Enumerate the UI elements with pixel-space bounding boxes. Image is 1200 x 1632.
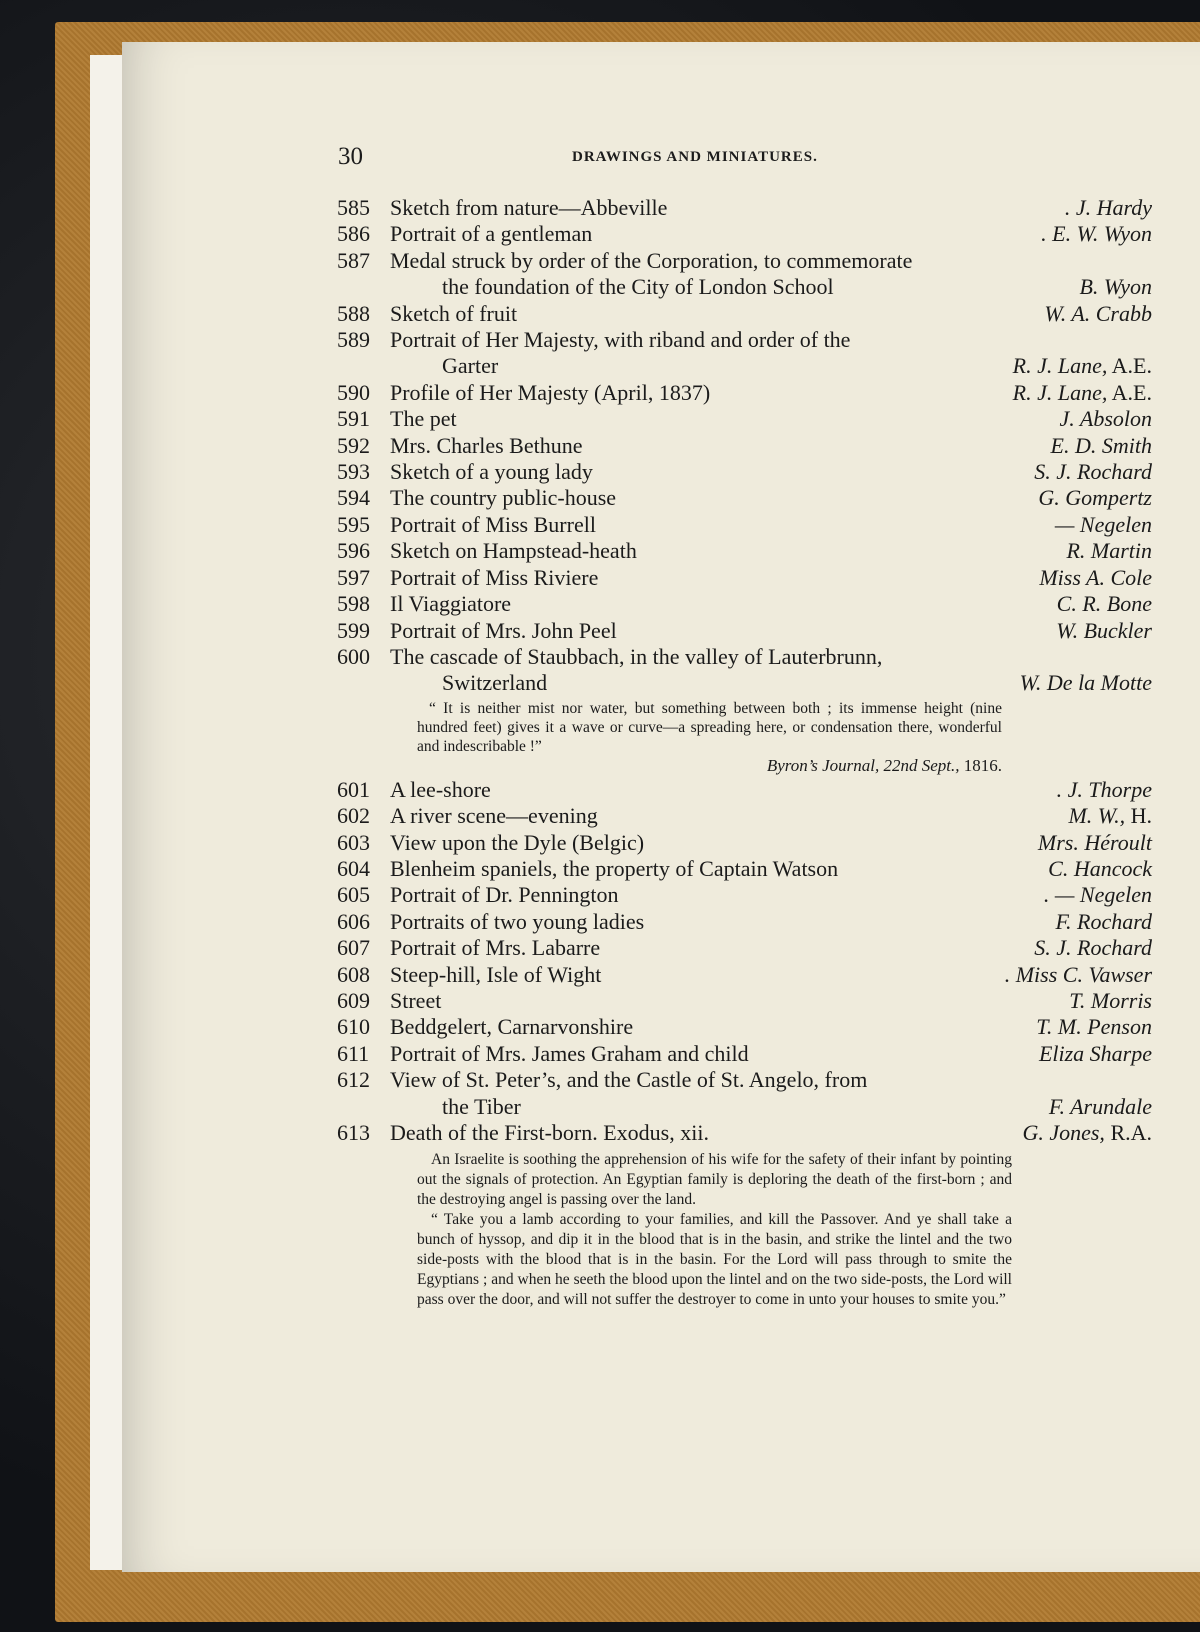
entry-number: 598: [337, 591, 370, 617]
catalogue-entry: [217, 221, 1152, 247]
entry-title: Steep-hill, Isle of Wight: [390, 961, 602, 987]
entry-title-line: [217, 485, 1152, 511]
entry-title-line: [217, 1120, 1152, 1146]
catalogue-entry: [217, 1014, 1152, 1040]
entry-artist: [1059, 195, 1152, 221]
entry-number: 589: [337, 327, 370, 353]
entry-title: Switzerland: [442, 670, 548, 696]
entry-title: Death of the First-born. Exodus, xii.: [390, 1120, 709, 1145]
entry-title-line: [217, 538, 1152, 564]
entry-artist: [1035, 221, 1152, 247]
entry-title: Portraits of two young ladies: [390, 908, 645, 934]
entry-artist: [1032, 830, 1152, 856]
catalogue-entry: [217, 1041, 1152, 1067]
entry-title-line: [217, 248, 1152, 274]
entry-artist: [1038, 301, 1152, 327]
entry-artist: [1016, 1120, 1152, 1146]
entry-number: 610: [337, 1014, 370, 1040]
entry-artist: [1060, 538, 1152, 564]
entry-title: Garter: [442, 353, 499, 379]
catalogue-entry: [217, 512, 1152, 538]
entry-title-line: [217, 406, 1152, 432]
entry-title: Blenheim spaniels, the property of Captain Watson: [390, 855, 839, 881]
entry-title-line: [217, 618, 1152, 644]
entry-number: 609: [337, 987, 370, 1013]
entry-number: 612: [337, 1067, 370, 1093]
entry-artist: [1073, 274, 1152, 300]
entry-number: 594: [337, 485, 370, 511]
artist-name: G. Jones,: [1022, 1120, 1105, 1145]
entry-title: The pet: [390, 406, 457, 432]
artist-name: W. De la Motte: [1019, 670, 1152, 696]
entry-artist: [1030, 1014, 1152, 1040]
entry-title: View of St. Peter’s, and the Castle of St. Angelo, from: [390, 1067, 868, 1093]
entry-title: The cascade of Staubbach, in the valley of Lauterbrunn,: [390, 643, 883, 669]
entry-title: Portrait of Miss Riviere: [390, 564, 599, 590]
catalogue-entry: [217, 195, 1152, 221]
entry-title-line: [217, 909, 1152, 935]
artist-name: F. Arundale: [1048, 1093, 1152, 1119]
entry-title-continuation: [217, 1094, 1152, 1120]
entry-number: 600: [337, 643, 370, 669]
entry-number: 586: [337, 221, 370, 247]
artist-name: Miss A. Cole: [1039, 564, 1152, 590]
entry-number: 588: [337, 300, 370, 326]
entry-artist: [1033, 1041, 1152, 1067]
entry-title-line: [217, 301, 1152, 327]
artist-name: R. J. Lane,: [1012, 379, 1108, 405]
entry-artist: [1049, 512, 1152, 538]
entry-artist: [1033, 565, 1152, 591]
running-head: DRAWINGS AND MINIATURES.: [572, 149, 818, 165]
catalogue-entry: [217, 459, 1152, 485]
catalogue-entry: [217, 935, 1152, 961]
artist-name: G. Gompertz: [1038, 485, 1152, 511]
entry-number: 607: [337, 935, 370, 961]
entry-title: Medal struck by order of the Corporation, to commemorate: [390, 247, 913, 273]
artist-suffix: R.A.: [1104, 1120, 1152, 1145]
entry-number: 595: [337, 511, 370, 537]
entry-title: A lee-shore: [390, 776, 491, 802]
catalogue-entry: [217, 301, 1152, 327]
catalogue-entry: [217, 1067, 1152, 1120]
citation-year: 1816.: [959, 755, 1002, 775]
catalogue-entry: [217, 962, 1152, 988]
entry-artist: [1038, 882, 1152, 908]
catalogue-entry: [217, 1120, 1152, 1146]
catalogue-entry: [217, 327, 1152, 380]
entry-title-line: [217, 882, 1152, 908]
entry-title-line: [217, 988, 1152, 1014]
quote-citation: [417, 756, 1002, 775]
catalogue-entry: [217, 380, 1152, 406]
entry-artist: [1032, 485, 1152, 511]
entry-artist: [1049, 909, 1152, 935]
entry-title-line: [217, 644, 1152, 670]
entry-title: Sketch of a young lady: [390, 459, 593, 485]
artist-name: R. Martin: [1066, 538, 1152, 564]
artist-name: . J. Hardy: [1064, 195, 1152, 220]
artist-name: C. R. Bone: [1056, 591, 1152, 617]
quote-600: [217, 699, 1152, 775]
entry-title-line: [217, 433, 1152, 459]
quote-text: “ It is neither mist nor water, but something between both ; its immense height (nine hundred feet) gives it a wave or curve—a spreading here, or condensation there, wonderful and indescribable !”: [417, 699, 1002, 755]
note-613: [217, 1150, 1152, 1310]
entry-title: Portrait of Miss Burrell: [390, 511, 596, 537]
entry-title-continuation: [217, 670, 1152, 696]
entry-title-line: [217, 1014, 1152, 1040]
catalogue-entry: [217, 538, 1152, 564]
entry-title: Portrait of Mrs. Labarre: [390, 935, 601, 961]
entry-artist: [1051, 591, 1152, 617]
artist-name: . J. Thorpe: [1056, 776, 1152, 802]
entry-title-line: [217, 803, 1152, 829]
entry-title-line: [217, 195, 1152, 221]
artist-name: . Miss C. Vawser: [1004, 961, 1152, 987]
entry-number: 603: [337, 829, 370, 855]
entry-title-line: [217, 962, 1152, 988]
entry-title: Sketch from nature—Abbeville: [390, 195, 668, 220]
artist-name: M. W.,: [1068, 803, 1126, 829]
catalogue-entry: [217, 803, 1152, 829]
entry-number: 604: [337, 855, 370, 881]
artist-name: S. J. Rochard: [1034, 935, 1152, 961]
entry-number: 613: [337, 1120, 370, 1145]
entry-artist: [1028, 935, 1152, 961]
entry-title: Portrait of Mrs. James Graham and child: [390, 1040, 749, 1066]
entry-title-line: [217, 935, 1152, 961]
artist-name: T. Morris: [1069, 987, 1152, 1013]
entry-title-continuation: [217, 274, 1152, 300]
entry-number: 592: [337, 432, 370, 458]
entry-number: 608: [337, 961, 370, 987]
catalogue-entries-601-613: [217, 777, 1152, 1147]
artist-suffix: A.E.: [1107, 379, 1152, 405]
entry-title: The country public-house: [390, 485, 617, 511]
entry-number: 602: [337, 803, 370, 829]
entry-title-line: [217, 565, 1152, 591]
catalogue-entry: [217, 830, 1152, 856]
citation-title: Byron’s Journal, 22nd Sept.,: [766, 755, 960, 775]
entry-title: Portrait of Mrs. John Peel: [390, 617, 617, 643]
artist-name: F. Rochard: [1055, 908, 1152, 934]
entry-artist: [1007, 380, 1152, 406]
entry-number: 585: [337, 195, 370, 220]
catalogue-entry: [217, 618, 1152, 644]
catalogue-entry: [217, 591, 1152, 617]
entry-title: Portrait of Her Majesty, with riband and order of the: [390, 327, 851, 353]
catalogue-entry: [217, 856, 1152, 882]
entry-number: 597: [337, 564, 370, 590]
entry-number: 596: [337, 538, 370, 564]
catalogue-entries-585-600: [217, 195, 1152, 697]
entry-title: Mrs. Charles Bethune: [390, 432, 583, 458]
entry-number: 611: [337, 1040, 370, 1066]
entry-artist: [1063, 988, 1152, 1014]
entry-artist: [1051, 777, 1152, 803]
entry-artist: [1007, 353, 1152, 379]
artist-suffix: H.: [1125, 803, 1152, 829]
entry-artist: [1014, 670, 1152, 696]
artist-name: Eliza Sharpe: [1038, 1040, 1152, 1066]
entry-title: Portrait of Dr. Pennington: [390, 882, 619, 908]
artist-name: C. Hancock: [1048, 855, 1152, 881]
entry-title-line: [217, 512, 1152, 538]
artist-name: E. D. Smith: [1050, 432, 1152, 458]
catalogue-entry: [217, 988, 1152, 1014]
entry-artist: [1062, 803, 1152, 829]
artist-name: B. Wyon: [1079, 274, 1152, 300]
artist-name: Mrs. Héroult: [1037, 829, 1152, 855]
entry-title-line: [217, 221, 1152, 247]
artist-name: R. J. Lane,: [1012, 353, 1108, 379]
catalogue-entry: [217, 248, 1152, 301]
entry-title-line: [217, 459, 1152, 485]
entry-title: Sketch of fruit: [390, 300, 518, 326]
note-paragraph-2: “ Take you a lamb according to your families, and kill the Passover. And ye shall take a bunch of hyssop, and dip it in the blood that is in the basin, and strike the lintel and the two side-posts with the blood that is in the basin. For the Lord will pass through to smite the Egyptians ; and when he seeth the blood upon the lintel and on the two side-posts, the Lord will pass over the door, and will not suffer the destroyer to come in unto your houses to smite you.”: [417, 1211, 1012, 1309]
entry-number: 605: [337, 882, 370, 908]
note-paragraph-1: An Israelite is soothing the apprehension of his wife for the safety of their infant by pointing out the signals of protection. An Egyptian family is deploring the death of the first-born ; and the destroying angel is passing over the land.: [417, 1151, 1012, 1209]
entry-title: Profile of Her Majesty (April, 1837): [390, 379, 711, 405]
entry-number: 593: [337, 459, 370, 485]
entry-title-line: [217, 1041, 1152, 1067]
entry-title-continuation: [217, 353, 1152, 379]
catalogue-entry: [217, 485, 1152, 511]
entry-number: 606: [337, 908, 370, 934]
artist-name: — Negelen: [1054, 511, 1152, 537]
entry-title: Street: [390, 987, 442, 1013]
artist-name: . E. W. Wyon: [1041, 221, 1152, 247]
entry-title: View upon the Dyle (Belgic): [390, 829, 645, 855]
entry-title-line: [217, 380, 1152, 406]
page-number: 30: [338, 143, 363, 170]
artist-name: W. A. Crabb: [1044, 300, 1152, 326]
entry-artist: [1054, 406, 1152, 432]
entry-artist: [1050, 618, 1152, 644]
artist-name: W. Buckler: [1056, 617, 1152, 643]
page-header: [217, 135, 1152, 195]
entry-title-line: [217, 327, 1152, 353]
entry-number: 590: [337, 379, 370, 405]
entry-artist: [1042, 856, 1152, 882]
entry-title-line: [217, 856, 1152, 882]
entry-number: 591: [337, 406, 370, 432]
entry-number: 599: [337, 617, 370, 643]
entry-title: A river scene—evening: [390, 803, 598, 829]
entry-artist: [1028, 459, 1152, 485]
artist-name: S. J. Rochard: [1034, 459, 1152, 485]
entry-title: the Tiber: [442, 1093, 521, 1119]
catalogue-entry: [217, 565, 1152, 591]
artist-suffix: A.E.: [1107, 353, 1152, 379]
catalogue-entry: [217, 644, 1152, 697]
catalogue-entry: [217, 909, 1152, 935]
entry-title-line: [217, 1067, 1152, 1093]
entry-title: the foundation of the City of London School: [442, 274, 834, 300]
entry-title-line: [217, 591, 1152, 617]
entry-title-line: [217, 777, 1152, 803]
entry-number: 587: [337, 247, 370, 273]
page-content: [217, 135, 1152, 1310]
entry-title-line: [217, 830, 1152, 856]
entry-artist: [1043, 1094, 1152, 1120]
catalogue-entry: [217, 777, 1152, 803]
entry-title: Portrait of a gentleman: [390, 221, 593, 247]
entry-number: 601: [337, 776, 370, 802]
catalogue-entry: [217, 406, 1152, 432]
entry-artist: [1045, 433, 1152, 459]
artist-name: . — Negelen: [1043, 882, 1152, 908]
entry-title: Sketch on Hampstead-heath: [390, 538, 637, 564]
catalogue-entry: [217, 433, 1152, 459]
entry-artist: [999, 962, 1152, 988]
artist-name: J. Absolon: [1059, 406, 1152, 432]
entry-title: Il Viaggiatore: [390, 591, 512, 617]
entry-title: Beddgelert, Carnarvonshire: [390, 1014, 634, 1040]
catalogue-entry: [217, 882, 1152, 908]
artist-name: T. M. Penson: [1036, 1014, 1152, 1040]
